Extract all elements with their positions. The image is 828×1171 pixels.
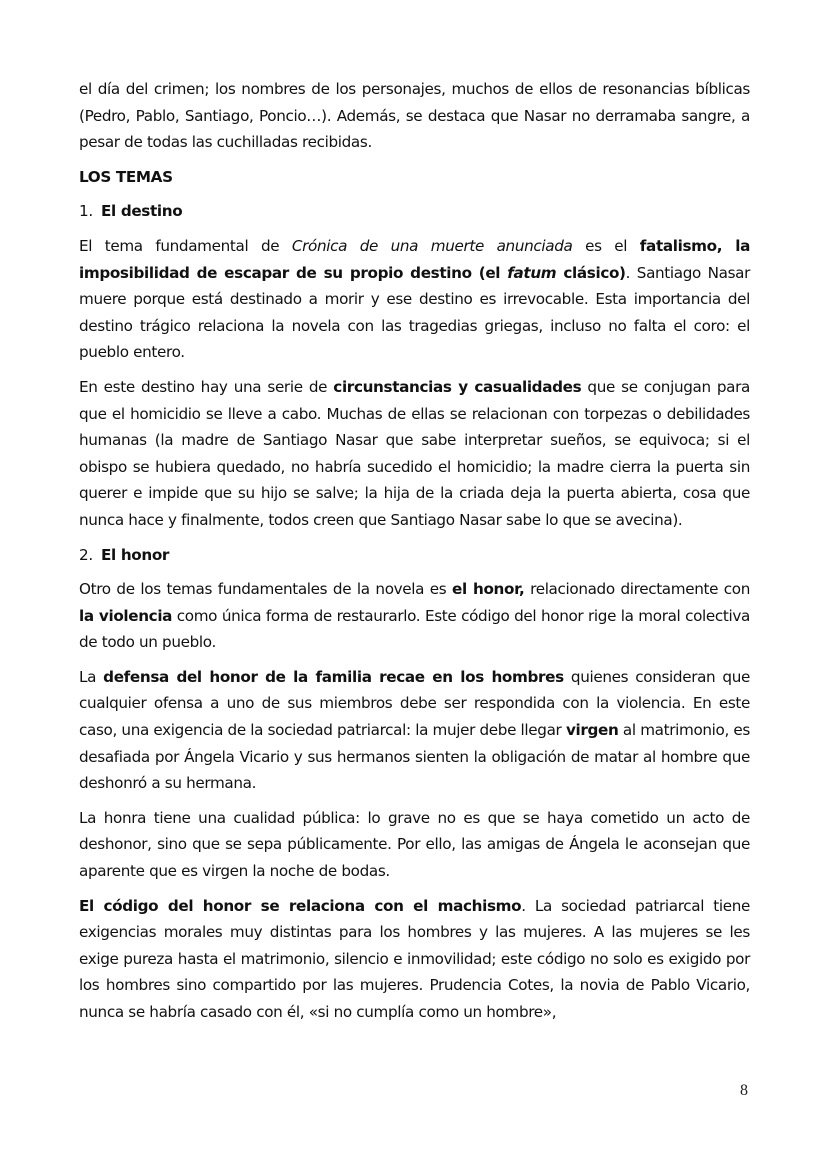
text-segment: que se conjugan para que el homicidio se lleve a cabo. Muchas de ellas se relacionan con torpezas o debilidades humanas (la madre de Santiago Nasar que sabe interpretar sueños, se equivoca; si el obispo se hubiera quedado, no habría sucedido el homicidio; la madre cierra la puerta sin querer e impide que su hijo se salve; la hija de la criada deja la puerta abierta, cosa que nunca hace y finalmente, todos creen que Santiago Nasar sabe lo que se avecina). xyxy=(79,377,750,529)
text-segment: Otro de los temas fundamentales de la novela es xyxy=(79,580,453,599)
emphasis-circunstancias: circunstancias y casualidades xyxy=(333,377,582,396)
emphasis-la-violencia: la violencia xyxy=(79,606,173,625)
text-segment: el día del crimen; los nombres de los personajes, muchos de ellos de resonancias bíblicas (Pedro, Pablo, Santiago, Poncio…). Además, se destaca que Nasar no derramaba sangre, a pesar de todas las cuchilladas recibidas. xyxy=(79,80,750,152)
emphasis-fatum: fatum xyxy=(507,263,557,282)
text-segment: es el xyxy=(572,236,640,255)
paragraph-tema-fundamental xyxy=(79,233,750,366)
paragraph-circunstancias xyxy=(79,374,750,534)
book-title: Crónica de una muerte anunciada xyxy=(291,236,573,255)
section-label: El honor xyxy=(101,545,170,564)
emphasis-clasico: clásico) xyxy=(556,263,626,282)
emphasis-virgen: virgen xyxy=(565,721,619,740)
page-number: 8 xyxy=(740,1082,748,1099)
text-segment: relacionado directamente con xyxy=(524,580,750,599)
heading-los-temas: LOS TEMAS xyxy=(79,167,173,186)
text-segment: La xyxy=(79,667,104,686)
emphasis-defensa-honor: defensa del honor de la familia recae en los hombres xyxy=(103,667,564,686)
text-segment: La honra tiene una cualidad pública: lo grave no es que se haya cometido un acto de deshonor, sino que se sepa públicamente. Por ello, las amigas de Ángela le aconsejan que aparente que es virgen la noche de bodas. xyxy=(79,808,750,881)
text-segment: El tema fundamental de xyxy=(79,236,292,255)
text-segment: . Santiago Nasar muere porque está destinado a morir y ese destino es irrevocable. Esta importancia del destino trágico relaciona la novela con las tragedias griegas, incluso no falta el coro: el pueblo entero. xyxy=(79,263,750,362)
section-number: 1. xyxy=(79,202,93,221)
section-number: 2. xyxy=(79,545,93,564)
text-segment: En este destino hay una serie de xyxy=(79,377,334,396)
paragraph-honor-violencia xyxy=(79,576,750,656)
section-title-destino xyxy=(79,198,750,225)
emphasis-fatalismo: fatalismo, la imposibilidad de escapar de su propio destino (el xyxy=(79,236,750,282)
text-segment: . La sociedad patriarcal tiene exigencias morales muy distintas para los hombres y las mujeres. A las mujeres se les exige pureza hasta el matrimonio, silencio e inmovilidad; este código no solo es exigido por los hombres sino compartido por las mujeres. Prudencia Cotes, la novia de Pablo Vicario, nunca se habría casado con él, «si no cumplía como un hombre», xyxy=(79,896,751,1021)
paragraph-machismo xyxy=(79,893,750,1026)
paragraph-honra-publica xyxy=(79,805,750,885)
section-label: El destino xyxy=(101,202,183,221)
emphasis-el-honor: el honor, xyxy=(452,580,525,599)
text-segment: al matrimonio, es desafiada por Ángela Vicario y sus hermanos sienten la obligación de matar al hombre que deshonró a su hermana. xyxy=(79,721,750,793)
text-segment: como única forma de restaurarlo. Este código del honor rige la moral colectiva de todo un pueblo. xyxy=(79,606,750,652)
paragraph-defensa-honor xyxy=(79,664,750,797)
text-segment: quienes consideran que cualquier ofensa a uno de sus miembros debe ser respondida con la violencia. En este caso, una exigencia de la sociedad patriarcal: la mujer debe llegar xyxy=(79,667,750,740)
section-title-honor xyxy=(79,542,750,569)
emphasis-machismo: El código del honor se relaciona con el machismo xyxy=(79,896,522,915)
paragraph-intro-continuation xyxy=(79,76,750,156)
document-page xyxy=(79,76,750,1034)
